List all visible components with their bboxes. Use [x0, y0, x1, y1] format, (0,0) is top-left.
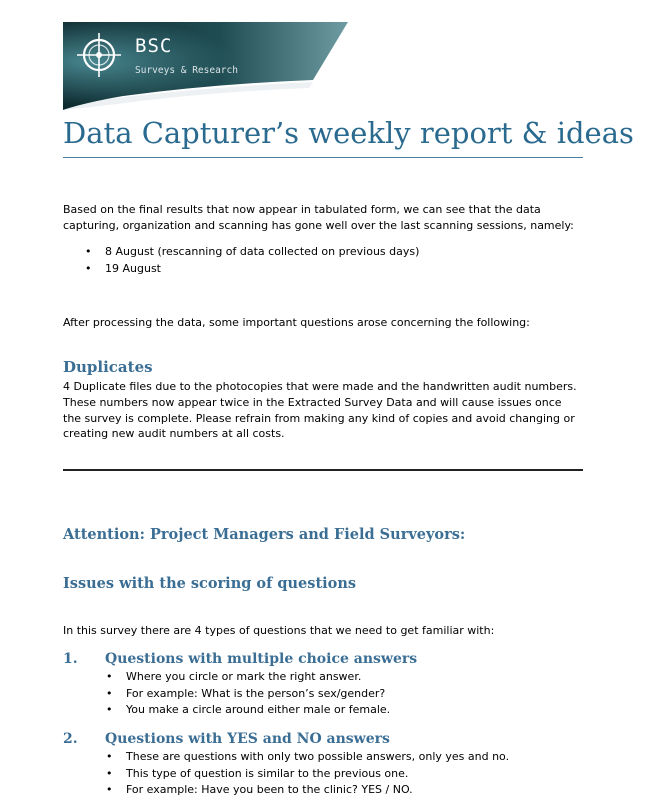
issues-heading: Issues with the scoring of questions [63, 575, 357, 592]
intro-paragraph: Based on the final results that now appear in tabulated form, we can see that the data capturing, organization and scanning has gone well over the last scanning sessions, namely: [63, 203, 574, 232]
title-divider [63, 157, 583, 158]
processing-paragraph: After processing the data, some important questions arose concerning the following: [63, 316, 530, 329]
question-type-title: Questions with YES and NO answers [105, 731, 390, 747]
question-type-points [105, 669, 583, 719]
list-item: • Where you circle or mark the right answer. [105, 669, 583, 686]
list-item: • 19 August [63, 261, 583, 278]
duplicates-paragraph: 4 Duplicate files due to the photocopies that were made and the handwritten audit numbers. These numbers now appear twice in the Extracted Survey Data and will cause issues once the survey is complete. Please refrain from making any kind of copies and avoid changing or creating new audit numbers at all costs. [63, 380, 577, 441]
logo-subtitle: Surveys & Research [135, 65, 238, 76]
list-item: • For example: Have you been to the clinic? YES / NO. [105, 782, 583, 799]
duplicates-heading: Duplicates [63, 358, 153, 376]
list-item: • These are questions with only two possible answers, only yes and no. [105, 749, 583, 766]
list-item: • 8 August (rescanning of data collected on previous days) [63, 244, 583, 261]
sessions-list [63, 244, 583, 277]
logo-name: BSC [135, 35, 173, 57]
question-type-title: Questions with multiple choice answers [105, 651, 418, 667]
question-type-points [105, 749, 583, 799]
list-item: • You make a circle around either male or female. [105, 702, 583, 719]
question-type-number: 2. [63, 731, 78, 747]
list-item: • For example: What is the person’s sex/gender? [105, 686, 583, 703]
question-type-number: 1. [63, 651, 78, 667]
section-divider [63, 469, 583, 471]
bsc-logo [63, 22, 348, 110]
types-intro-paragraph: In this survey there are 4 types of questions that we need to get familiar with: [63, 624, 495, 637]
attention-heading: Attention: Project Managers and Field Surveyors: [63, 526, 466, 543]
list-item: • This type of question is similar to the previous one. [105, 766, 583, 783]
page-title: Data Capturer’s weekly report & ideas [63, 116, 634, 150]
